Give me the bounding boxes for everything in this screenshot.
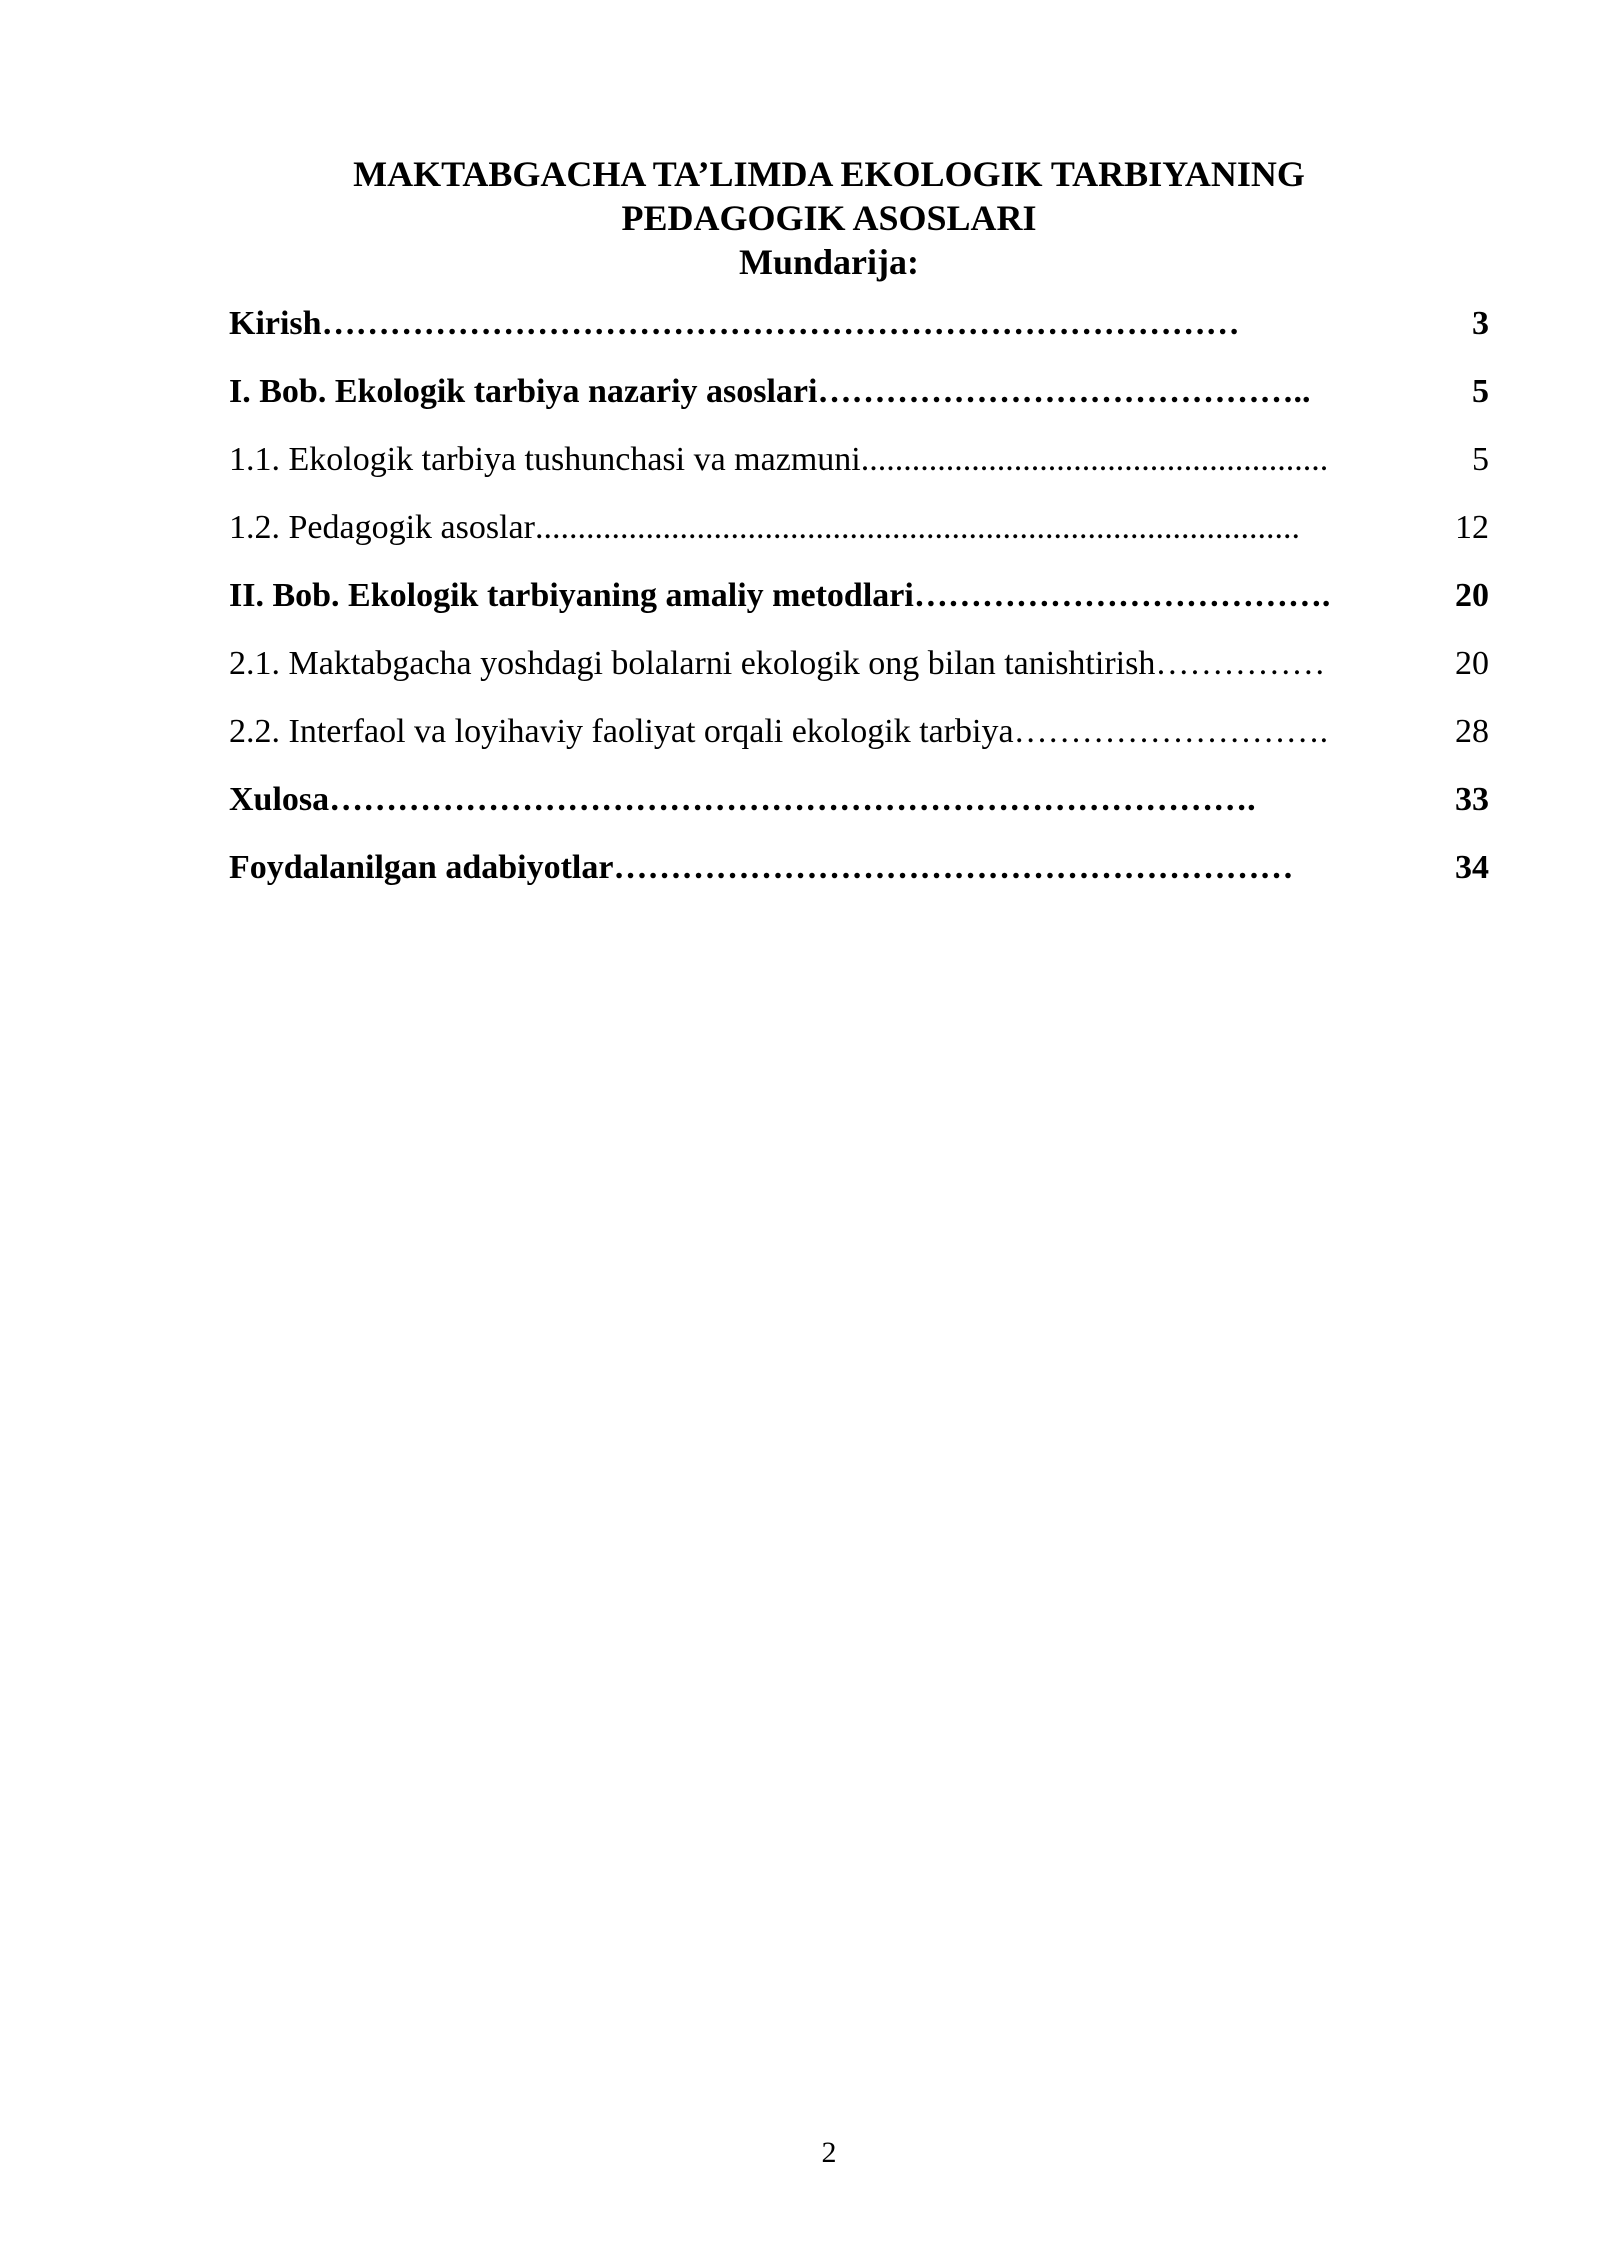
table-of-contents bbox=[229, 302, 1489, 914]
toc-entry-section-2-2 bbox=[229, 710, 1489, 778]
toc-entry-leader: …………………………………….. bbox=[817, 373, 1311, 410]
document-header bbox=[0, 152, 1600, 284]
toc-entry-section-1-2 bbox=[229, 506, 1489, 574]
toc-entry-title: Xulosa bbox=[229, 781, 330, 818]
document-title-line-1: MAKTABGACHA TA’LIMDA EKOLOGIK TARBIYANING bbox=[353, 154, 1305, 194]
toc-entry-page: 5 bbox=[1472, 441, 1489, 478]
toc-entry-page: 3 bbox=[1472, 305, 1489, 342]
toc-entry-leader: …………………………………………………… bbox=[613, 849, 1294, 886]
toc-entry-chapter-2 bbox=[229, 574, 1489, 642]
toc-entry-page: 20 bbox=[1455, 645, 1489, 682]
toc-entry-title: I. Bob. Ekologik tarbiya nazariy asoslari bbox=[229, 373, 818, 410]
toc-entry-leader: ………………………………………………………………………. bbox=[329, 781, 1256, 818]
toc-entry-page: 20 bbox=[1455, 577, 1489, 614]
toc-entry-leader: .......................................................................................... bbox=[534, 509, 1300, 546]
toc-entry-leader: ……………………………………………………………………… bbox=[321, 305, 1240, 342]
toc-entry-leader: ....................................................... bbox=[860, 441, 1329, 478]
toc-entry-section-2-1 bbox=[229, 642, 1489, 710]
toc-entry-leader: ………………………. bbox=[1013, 713, 1329, 750]
toc-entry-section-1-1 bbox=[229, 438, 1489, 506]
toc-entry-page: 33 bbox=[1455, 781, 1489, 818]
toc-entry-page: 5 bbox=[1472, 373, 1489, 410]
toc-entry-title: 2.1. Maktabgacha yoshdagi bolalarni ekologik ong bilan tanishtirish bbox=[229, 645, 1156, 682]
toc-entry-title: 1.2. Pedagogik asoslar bbox=[229, 509, 535, 546]
toc-entry-bibliography bbox=[229, 846, 1489, 914]
toc-entry-leader: …………… bbox=[1155, 645, 1326, 682]
toc-entry-kirish bbox=[229, 302, 1489, 370]
toc-entry-chapter-1 bbox=[229, 370, 1489, 438]
toc-entry-title: Foydalanilgan adabiyotlar bbox=[229, 849, 614, 886]
toc-entry-xulosa bbox=[229, 778, 1489, 846]
toc-entry-leader: ………………………………. bbox=[913, 577, 1331, 614]
page-number: 2 bbox=[821, 2136, 837, 2169]
toc-entry-page: 34 bbox=[1455, 849, 1489, 886]
toc-entry-title: Kirish bbox=[229, 305, 322, 342]
toc-entry-page: 28 bbox=[1455, 713, 1489, 750]
toc-entry-title: 2.2. Interfaol va loyihaviy faoliyat orqali ekologik tarbiya bbox=[229, 713, 1014, 750]
toc-heading: Mundarija: bbox=[739, 242, 919, 282]
toc-entry-page: 12 bbox=[1455, 509, 1489, 546]
document-title-line-2: PEDAGOGIK ASOSLARI bbox=[621, 198, 1037, 238]
toc-entry-title: II. Bob. Ekologik tarbiyaning amaliy metodlari bbox=[229, 577, 914, 614]
toc-entry-title: 1.1. Ekologik tarbiya tushunchasi va mazmuni bbox=[229, 441, 861, 478]
